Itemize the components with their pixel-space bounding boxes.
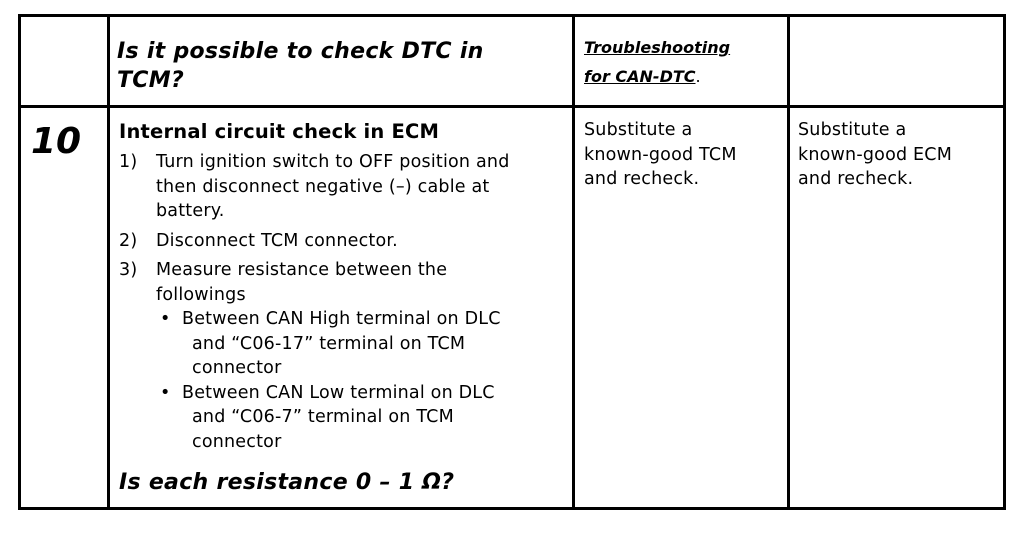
troubleshooting-link-line1[interactable]: Troubleshooting [584,38,731,57]
yes-action-line: Substitute a [584,120,693,140]
header-link-cell [575,17,787,105]
troubleshooting-table [18,14,1006,510]
no-action-line: known-good ECM [798,144,953,165]
step-number-cell [21,108,107,162]
step-procedure-cell [110,108,572,507]
no-action-cell [790,108,1003,192]
list-item: 1) Turn ignition switch to OFF position and then disconnect negative (–) cable at battery. [119,152,510,221]
yes-action-cell [575,108,787,192]
section-title: Internal circuit check in ECM [119,120,440,143]
step-question: Is each resistance 0 – 1 Ω? [119,470,455,495]
link-period: . [695,67,701,86]
list-item: 2) Disconnect TCM connector. [119,230,398,251]
no-action-line: Substitute a [798,120,907,140]
step-number: 10 [31,121,82,162]
troubleshooting-link-line2[interactable]: for CAN-DTC [584,67,696,86]
bullet-item: • Between CAN High terminal on DLC and “C06-17” terminal on TCM connector [156,307,572,381]
no-action-line: and recheck. [798,169,914,189]
bullet-icon: • [160,309,171,329]
bullet-item: • Between CAN Low terminal on DLC and “C06-7” terminal on TCM connector [156,381,572,455]
yes-action-line: and recheck. [584,169,700,189]
procedure-list [119,150,572,454]
yes-action-line: known-good TCM [584,144,737,165]
bullet-icon: • [160,382,171,403]
header-question-cell [110,17,572,105]
column-divider [787,17,790,507]
header-question-line2: TCM? [117,68,185,93]
list-item: 3) Measure resistance between the followings • Between CAN High terminal on DLC and “C06-17” terminal on TCM connector • Between CAN Low terminal on DLC and “C06-7” terminal on TCM connector [119,258,572,454]
header-question-line1: Is it possible to check DTC in [117,39,484,64]
